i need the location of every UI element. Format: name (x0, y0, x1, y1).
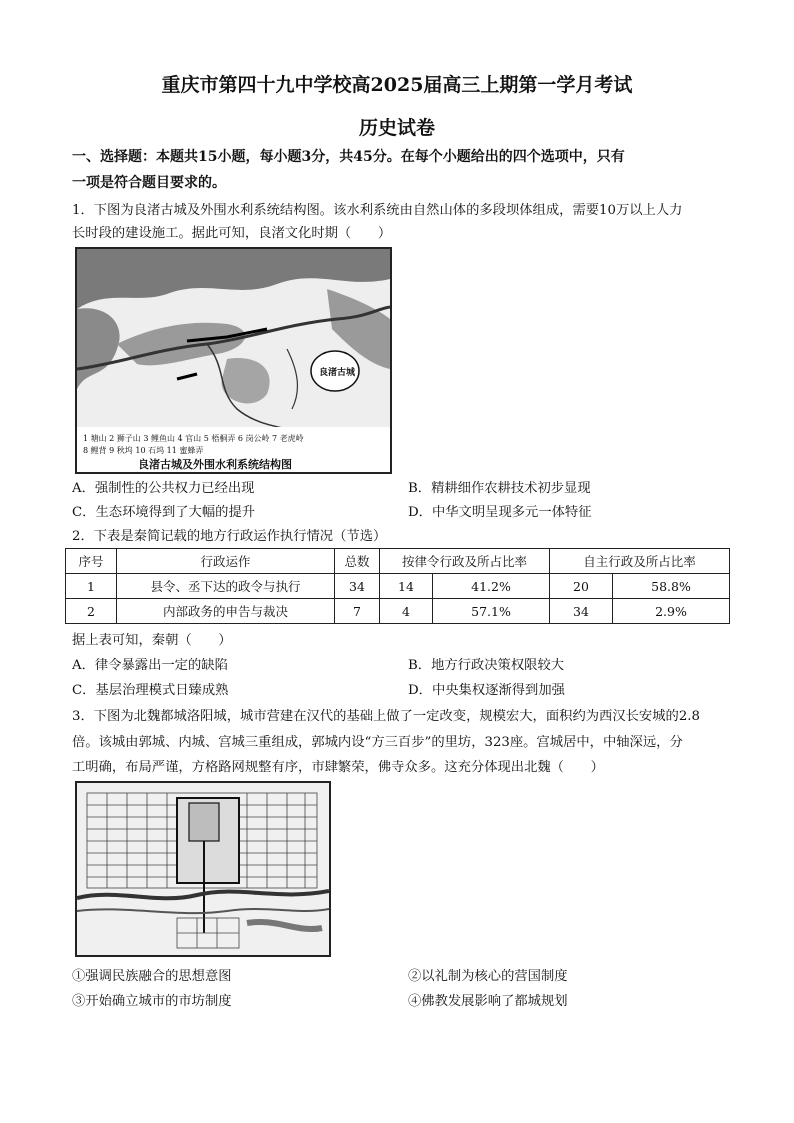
q3-statement-3[interactable]: ③开始确立城市的市坊制度 (72, 994, 232, 1009)
table-header-cell: 序号 (66, 549, 117, 574)
table-header-cell: 自主行政及所占比率 (550, 549, 730, 574)
map-city-label: 良渚古城 (319, 368, 356, 378)
table-header-cell: 按律令行政及所占比率 (380, 549, 550, 574)
luoyang-map-drawing (77, 783, 329, 955)
q3-city-map-figure (75, 781, 331, 957)
table-header-cell: 行政运作 (117, 549, 335, 574)
table-cell: 34 (335, 574, 380, 599)
table-cell: 县令、丞下达的政令与执行 (117, 574, 335, 599)
table-row (66, 574, 730, 599)
table-header-cell: 总数 (335, 549, 380, 574)
q2-option-c[interactable]: C．基层治理模式日臻成熟 (72, 683, 229, 698)
q2-stem: 2．下表是秦简记载的地方行政运作执行情况（节选） (72, 529, 387, 544)
table-cell: 14 (380, 574, 433, 599)
table-cell: 内部政务的申告与裁决 (117, 599, 335, 624)
table-cell: 20 (550, 574, 613, 599)
table-cell: 1 (66, 574, 117, 599)
q2-after-table: 据上表可知，秦朝（ ） (72, 633, 232, 648)
q2-option-b[interactable]: B．地方行政决策权限较大 (408, 658, 565, 673)
q3-stem-line3: 工明确，布局严谨，方格路网规整有序，市肆繁荣，佛寺众多。这充分体现出北魏（ ） (72, 760, 604, 775)
q1-option-a[interactable]: A．强制性的公共权力已经出现 (72, 481, 255, 496)
map-legend-row1: 1 塘山 2 狮子山 3 鲤鱼山 4 官山 5 梧桐弄 6 岗公岭 7 老虎岭 (83, 434, 304, 443)
table-cell: 2 (66, 599, 117, 624)
q1-option-d[interactable]: D．中华文明呈现多元一体特征 (408, 505, 592, 520)
q3-statement-1[interactable]: ①强调民族融合的思想意图 (72, 969, 232, 984)
q2-option-d[interactable]: D．中央集权逐渐得到加强 (408, 683, 565, 698)
q2-option-a[interactable]: A．律令暴露出一定的缺陷 (72, 658, 228, 673)
table-cell: 57.1% (433, 599, 550, 624)
exam-title: 重庆市第四十九中学校高2025届高三上期第一学月考试 (161, 74, 633, 96)
q1-option-c[interactable]: C．生态环境得到了大幅的提升 (72, 505, 256, 520)
map-legend-row2: 8 鲤背 9 秋坞 10 石坞 11 蜜蜂弄 (83, 446, 204, 455)
table-cell: 58.8% (613, 574, 730, 599)
q1-option-b[interactable]: B．精耕细作农耕技术初步显现 (408, 481, 591, 496)
section-instruction-line1: 一、选择题：本题共15小题，每小题3分，共45分。在每个小题给出的四个选项中，只有 (72, 149, 625, 165)
table-row (66, 599, 730, 624)
table-cell: 4 (380, 599, 433, 624)
q1-figure-caption: 良渚古城及外围水利系统结构图 (138, 458, 292, 471)
table-cell: 2.9% (613, 599, 730, 624)
q3-stem-line2: 倍。该城由郭城、内城、宫城三重组成，郭城内设“方三百步”的里坊，323座。宫城居中，中轴深远，分 (72, 735, 683, 750)
q3-statement-2[interactable]: ②以礼制为核心的营国制度 (408, 969, 568, 984)
table-header-row (66, 549, 730, 574)
section-instruction-line2: 一项是符合题目要求的。 (72, 175, 226, 191)
q2-table (65, 548, 730, 624)
table-cell: 34 (550, 599, 613, 624)
table-cell: 41.2% (433, 574, 550, 599)
q1-stem-line2: 长时段的建设施工。据此可知，良渚文化时期（ ） (72, 226, 392, 241)
q1-stem-line1: 1．下图为良渚古城及外围水利系统结构图。该水利系统由自然山体的多段坝体组成，需要10万以上人力 (72, 203, 683, 218)
q1-map-figure (75, 247, 392, 474)
q3-stem-line1: 3．下图为北魏都城洛阳城，城市营建在汉代的基础上做了一定改变，规模宏大，面积约为西汉长安城的2.8 (72, 709, 700, 724)
table-cell: 7 (335, 599, 380, 624)
exam-subtitle: 历史试卷 (358, 117, 435, 139)
q3-statement-4[interactable]: ④佛教发展影响了都城规划 (408, 994, 568, 1009)
